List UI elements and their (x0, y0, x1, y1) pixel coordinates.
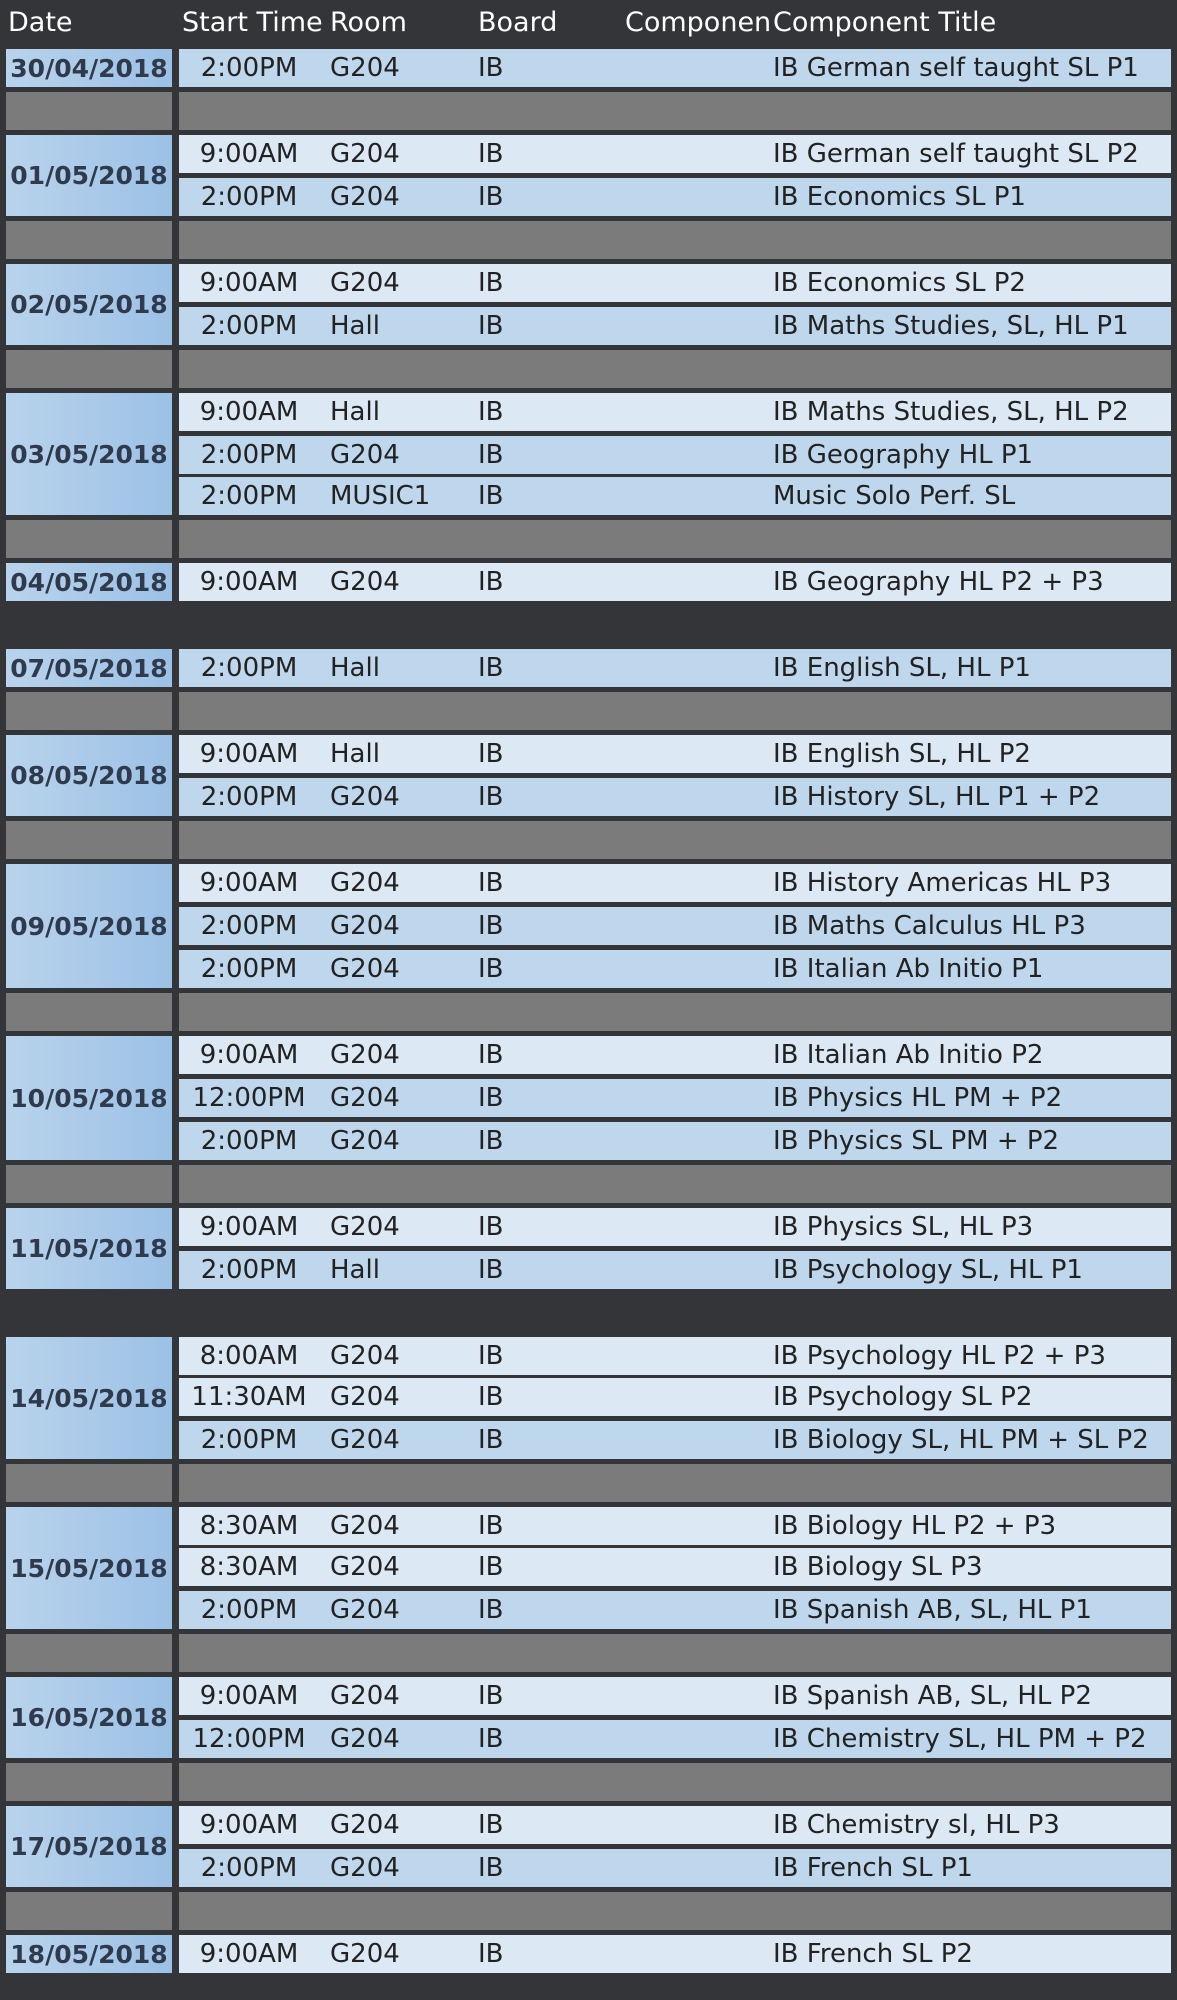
date-cell: 18/05/2018 (6, 1935, 172, 1973)
room-cell: G204 (330, 1382, 400, 1412)
room-cell: Hall (330, 311, 380, 341)
table-row (179, 1935, 1171, 1973)
board-cell: IB (478, 268, 504, 298)
date-cell: 03/05/2018 (6, 393, 172, 515)
room-cell: G204 (330, 1681, 400, 1711)
room-cell: Hall (330, 653, 380, 683)
room-cell: G204 (330, 1552, 400, 1582)
table-row (179, 1079, 1171, 1117)
date-cell: 09/05/2018 (6, 864, 172, 988)
component-title-cell: IB Italian Ab Initio P1 (773, 954, 1044, 984)
room-cell: G204 (330, 1040, 400, 1070)
separator-row (179, 221, 1171, 259)
separator-row (6, 692, 172, 730)
board-cell: IB (478, 139, 504, 169)
start-time-cell: 2:00PM (200, 782, 298, 812)
separator-row (179, 520, 1171, 558)
board-cell: IB (478, 440, 504, 470)
table-row (179, 1806, 1171, 1844)
board-cell: IB (478, 1595, 504, 1625)
date-cell: 04/05/2018 (6, 563, 172, 601)
board-cell: IB (478, 1810, 504, 1840)
component-title-cell: IB Chemistry SL, HL PM + P2 (773, 1724, 1147, 1754)
separator-row (6, 1892, 172, 1930)
start-time-cell: 2:00PM (200, 481, 298, 511)
component-title-cell: IB History SL, HL P1 + P2 (773, 782, 1101, 812)
room-cell: G204 (330, 268, 400, 298)
board-cell: IB (478, 868, 504, 898)
table-row (179, 1378, 1171, 1416)
table-row (179, 778, 1171, 816)
component-title-cell: IB Psychology SL, HL P1 (773, 1255, 1083, 1285)
board-cell: IB (478, 311, 504, 341)
separator-row (6, 520, 172, 558)
table-row (179, 950, 1171, 988)
board-cell: IB (478, 653, 504, 683)
table-row (179, 436, 1171, 474)
component-title-cell: IB Psychology HL P2 + P3 (773, 1341, 1106, 1371)
date-cell: 16/05/2018 (6, 1677, 172, 1758)
start-time-cell: 8:30AM (199, 1511, 299, 1541)
separator-row (179, 692, 1171, 730)
date-cell: 11/05/2018 (6, 1208, 172, 1289)
date-cell: 14/05/2018 (6, 1337, 172, 1459)
separator-row (179, 350, 1171, 388)
table-row (179, 864, 1171, 902)
component-title-cell: IB Biology SL, HL PM + SL P2 (773, 1425, 1149, 1455)
component-title-cell: IB Spanish AB, SL, HL P1 (773, 1595, 1092, 1625)
header-date: Date (8, 7, 73, 38)
room-cell: G204 (330, 1341, 400, 1371)
separator-row (6, 350, 172, 388)
component-title-cell: IB Biology SL P3 (773, 1552, 983, 1582)
header-start-time: Start Time (182, 7, 323, 38)
component-title-cell: IB French SL P1 (773, 1853, 973, 1883)
start-time-cell: 9:00AM (199, 1939, 299, 1969)
board-cell: IB (478, 1126, 504, 1156)
start-time-cell: 8:00AM (199, 1341, 299, 1371)
component-title-cell: IB Spanish AB, SL, HL P2 (773, 1681, 1092, 1711)
table-row (179, 1507, 1171, 1545)
separator-row (6, 1165, 172, 1203)
component-title-cell: Music Solo Perf. SL (773, 481, 1016, 511)
separator-row (179, 1165, 1171, 1203)
table-row (179, 1036, 1171, 1074)
component-title-cell: IB History Americas HL P3 (773, 868, 1112, 898)
component-title-cell: IB Geography HL P2 + P3 (773, 567, 1104, 597)
date-cell: 15/05/2018 (6, 1507, 172, 1629)
header-board: Board (478, 7, 558, 38)
room-cell: G204 (330, 440, 400, 470)
separator-row (179, 821, 1171, 859)
board-cell: IB (478, 1083, 504, 1113)
board-cell: IB (478, 1341, 504, 1371)
table-row (179, 649, 1171, 687)
room-cell: G204 (330, 1810, 400, 1840)
room-cell: G204 (330, 1425, 400, 1455)
separator-row (179, 1763, 1171, 1801)
start-time-cell: 9:00AM (199, 1810, 299, 1840)
date-cell: 01/05/2018 (6, 135, 172, 216)
table-row (179, 907, 1171, 945)
start-time-cell: 2:00PM (200, 1853, 298, 1883)
component-title-cell: IB English SL, HL P2 (773, 739, 1031, 769)
component-title-cell: IB Maths Studies, SL, HL P2 (773, 397, 1129, 427)
table-header (0, 0, 1177, 46)
component-title-cell: IB Psychology SL P2 (773, 1382, 1033, 1412)
board-cell: IB (478, 481, 504, 511)
separator-row (179, 993, 1171, 1031)
table-row (179, 735, 1171, 773)
start-time-cell: 2:00PM (200, 53, 298, 83)
start-time-cell: 2:00PM (200, 440, 298, 470)
date-cell: 30/04/2018 (6, 49, 172, 87)
start-time-cell: 11:30AM (191, 1382, 307, 1412)
component-title-cell: IB Italian Ab Initio P2 (773, 1040, 1044, 1070)
start-time-cell: 9:00AM (199, 567, 299, 597)
component-title-cell: IB Physics SL, HL P3 (773, 1212, 1034, 1242)
start-time-cell: 9:00AM (199, 139, 299, 169)
board-cell: IB (478, 1255, 504, 1285)
room-cell: G204 (330, 1939, 400, 1969)
room-cell: MUSIC1 (330, 481, 431, 511)
separator-row (6, 1464, 172, 1502)
room-cell: Hall (330, 1255, 380, 1285)
board-cell: IB (478, 1724, 504, 1754)
component-title-cell: IB Maths Calculus HL P3 (773, 911, 1086, 941)
room-cell: Hall (330, 739, 380, 769)
room-cell: G204 (330, 868, 400, 898)
start-time-cell: 2:00PM (200, 954, 298, 984)
date-cell: 08/05/2018 (6, 735, 172, 816)
room-cell: G204 (330, 1511, 400, 1541)
start-time-cell: 2:00PM (200, 1425, 298, 1455)
date-cell: 02/05/2018 (6, 264, 172, 345)
room-cell: G204 (330, 911, 400, 941)
separator-row (6, 1763, 172, 1801)
start-time-cell: 12:00PM (192, 1724, 306, 1754)
component-title-cell: IB French SL P2 (773, 1939, 973, 1969)
date-cell: 17/05/2018 (6, 1806, 172, 1887)
separator-row (6, 821, 172, 859)
board-cell: IB (478, 53, 504, 83)
start-time-cell: 12:00PM (192, 1083, 306, 1113)
start-time-cell: 2:00PM (200, 1126, 298, 1156)
start-time-cell: 9:00AM (199, 868, 299, 898)
table-row (179, 393, 1171, 431)
component-title-cell: IB German self taught SL P1 (773, 53, 1139, 83)
board-cell: IB (478, 1212, 504, 1242)
board-cell: IB (478, 567, 504, 597)
board-cell: IB (478, 739, 504, 769)
board-cell: IB (478, 1382, 504, 1412)
table-row (179, 477, 1171, 515)
table-row (179, 178, 1171, 216)
component-title-cell: IB Geography HL P1 (773, 440, 1034, 470)
start-time-cell: 9:00AM (199, 268, 299, 298)
start-time-cell: 2:00PM (200, 182, 298, 212)
start-time-cell: 2:00PM (200, 653, 298, 683)
room-cell: G204 (330, 1126, 400, 1156)
room-cell: G204 (330, 53, 400, 83)
component-title-cell: IB Economics SL P2 (773, 268, 1026, 298)
component-title-cell: IB Biology HL P2 + P3 (773, 1511, 1057, 1541)
room-cell: G204 (330, 1724, 400, 1754)
table-row (179, 1421, 1171, 1459)
start-time-cell: 2:00PM (200, 311, 298, 341)
table-row (179, 1251, 1171, 1289)
date-cell: 07/05/2018 (6, 649, 172, 687)
room-cell: Hall (330, 397, 380, 427)
component-title-cell: IB English SL, HL P1 (773, 653, 1031, 683)
component-title-cell: IB Economics SL P1 (773, 182, 1026, 212)
table-row (179, 1591, 1171, 1629)
board-cell: IB (478, 1681, 504, 1711)
start-time-cell: 2:00PM (200, 1255, 298, 1285)
header-room: Room (330, 7, 407, 38)
start-time-cell: 9:00AM (199, 1681, 299, 1711)
start-time-cell: 9:00AM (199, 1040, 299, 1070)
table-row (179, 49, 1171, 87)
board-cell: IB (478, 954, 504, 984)
separator-row (179, 92, 1171, 130)
room-cell: G204 (330, 567, 400, 597)
table-row (179, 307, 1171, 345)
room-cell: G204 (330, 782, 400, 812)
header-component: Componen (625, 7, 771, 38)
start-time-cell: 2:00PM (200, 1595, 298, 1625)
board-cell: IB (478, 782, 504, 812)
table-row (179, 1548, 1171, 1586)
start-time-cell: 9:00AM (199, 1212, 299, 1242)
start-time-cell: 2:00PM (200, 911, 298, 941)
board-cell: IB (478, 911, 504, 941)
board-cell: IB (478, 1552, 504, 1582)
room-cell: G204 (330, 1853, 400, 1883)
separator-row (6, 92, 172, 130)
room-cell: G204 (330, 1595, 400, 1625)
start-time-cell: 9:00AM (199, 397, 299, 427)
separator-row (179, 1634, 1171, 1672)
board-cell: IB (478, 1939, 504, 1969)
table-row (179, 1337, 1171, 1375)
table-row (179, 1677, 1171, 1715)
table-row (179, 1720, 1171, 1758)
table-row (179, 563, 1171, 601)
table-row (179, 1849, 1171, 1887)
separator-row (179, 1464, 1171, 1502)
start-time-cell: 9:00AM (199, 739, 299, 769)
table-row (179, 264, 1171, 302)
board-cell: IB (478, 1425, 504, 1455)
separator-row (6, 221, 172, 259)
board-cell: IB (478, 1853, 504, 1883)
start-time-cell: 8:30AM (199, 1552, 299, 1582)
separator-row (6, 1634, 172, 1672)
component-title-cell: IB Physics SL PM + P2 (773, 1126, 1060, 1156)
component-title-cell: IB Chemistry sl, HL P3 (773, 1810, 1060, 1840)
board-cell: IB (478, 182, 504, 212)
room-cell: G204 (330, 1083, 400, 1113)
component-title-cell: IB German self taught SL P2 (773, 139, 1139, 169)
board-cell: IB (478, 1040, 504, 1070)
separator-row (179, 1892, 1171, 1930)
table-row (179, 1208, 1171, 1246)
room-cell: G204 (330, 182, 400, 212)
separator-row (6, 993, 172, 1031)
room-cell: G204 (330, 954, 400, 984)
date-cell: 10/05/2018 (6, 1036, 172, 1160)
room-cell: G204 (330, 1212, 400, 1242)
component-title-cell: IB Maths Studies, SL, HL P1 (773, 311, 1129, 341)
board-cell: IB (478, 397, 504, 427)
board-cell: IB (478, 1511, 504, 1541)
room-cell: G204 (330, 139, 400, 169)
header-component-title: Component Title (773, 7, 997, 38)
table-row (179, 1122, 1171, 1160)
table-row (179, 135, 1171, 173)
component-title-cell: IB Physics HL PM + P2 (773, 1083, 1063, 1113)
